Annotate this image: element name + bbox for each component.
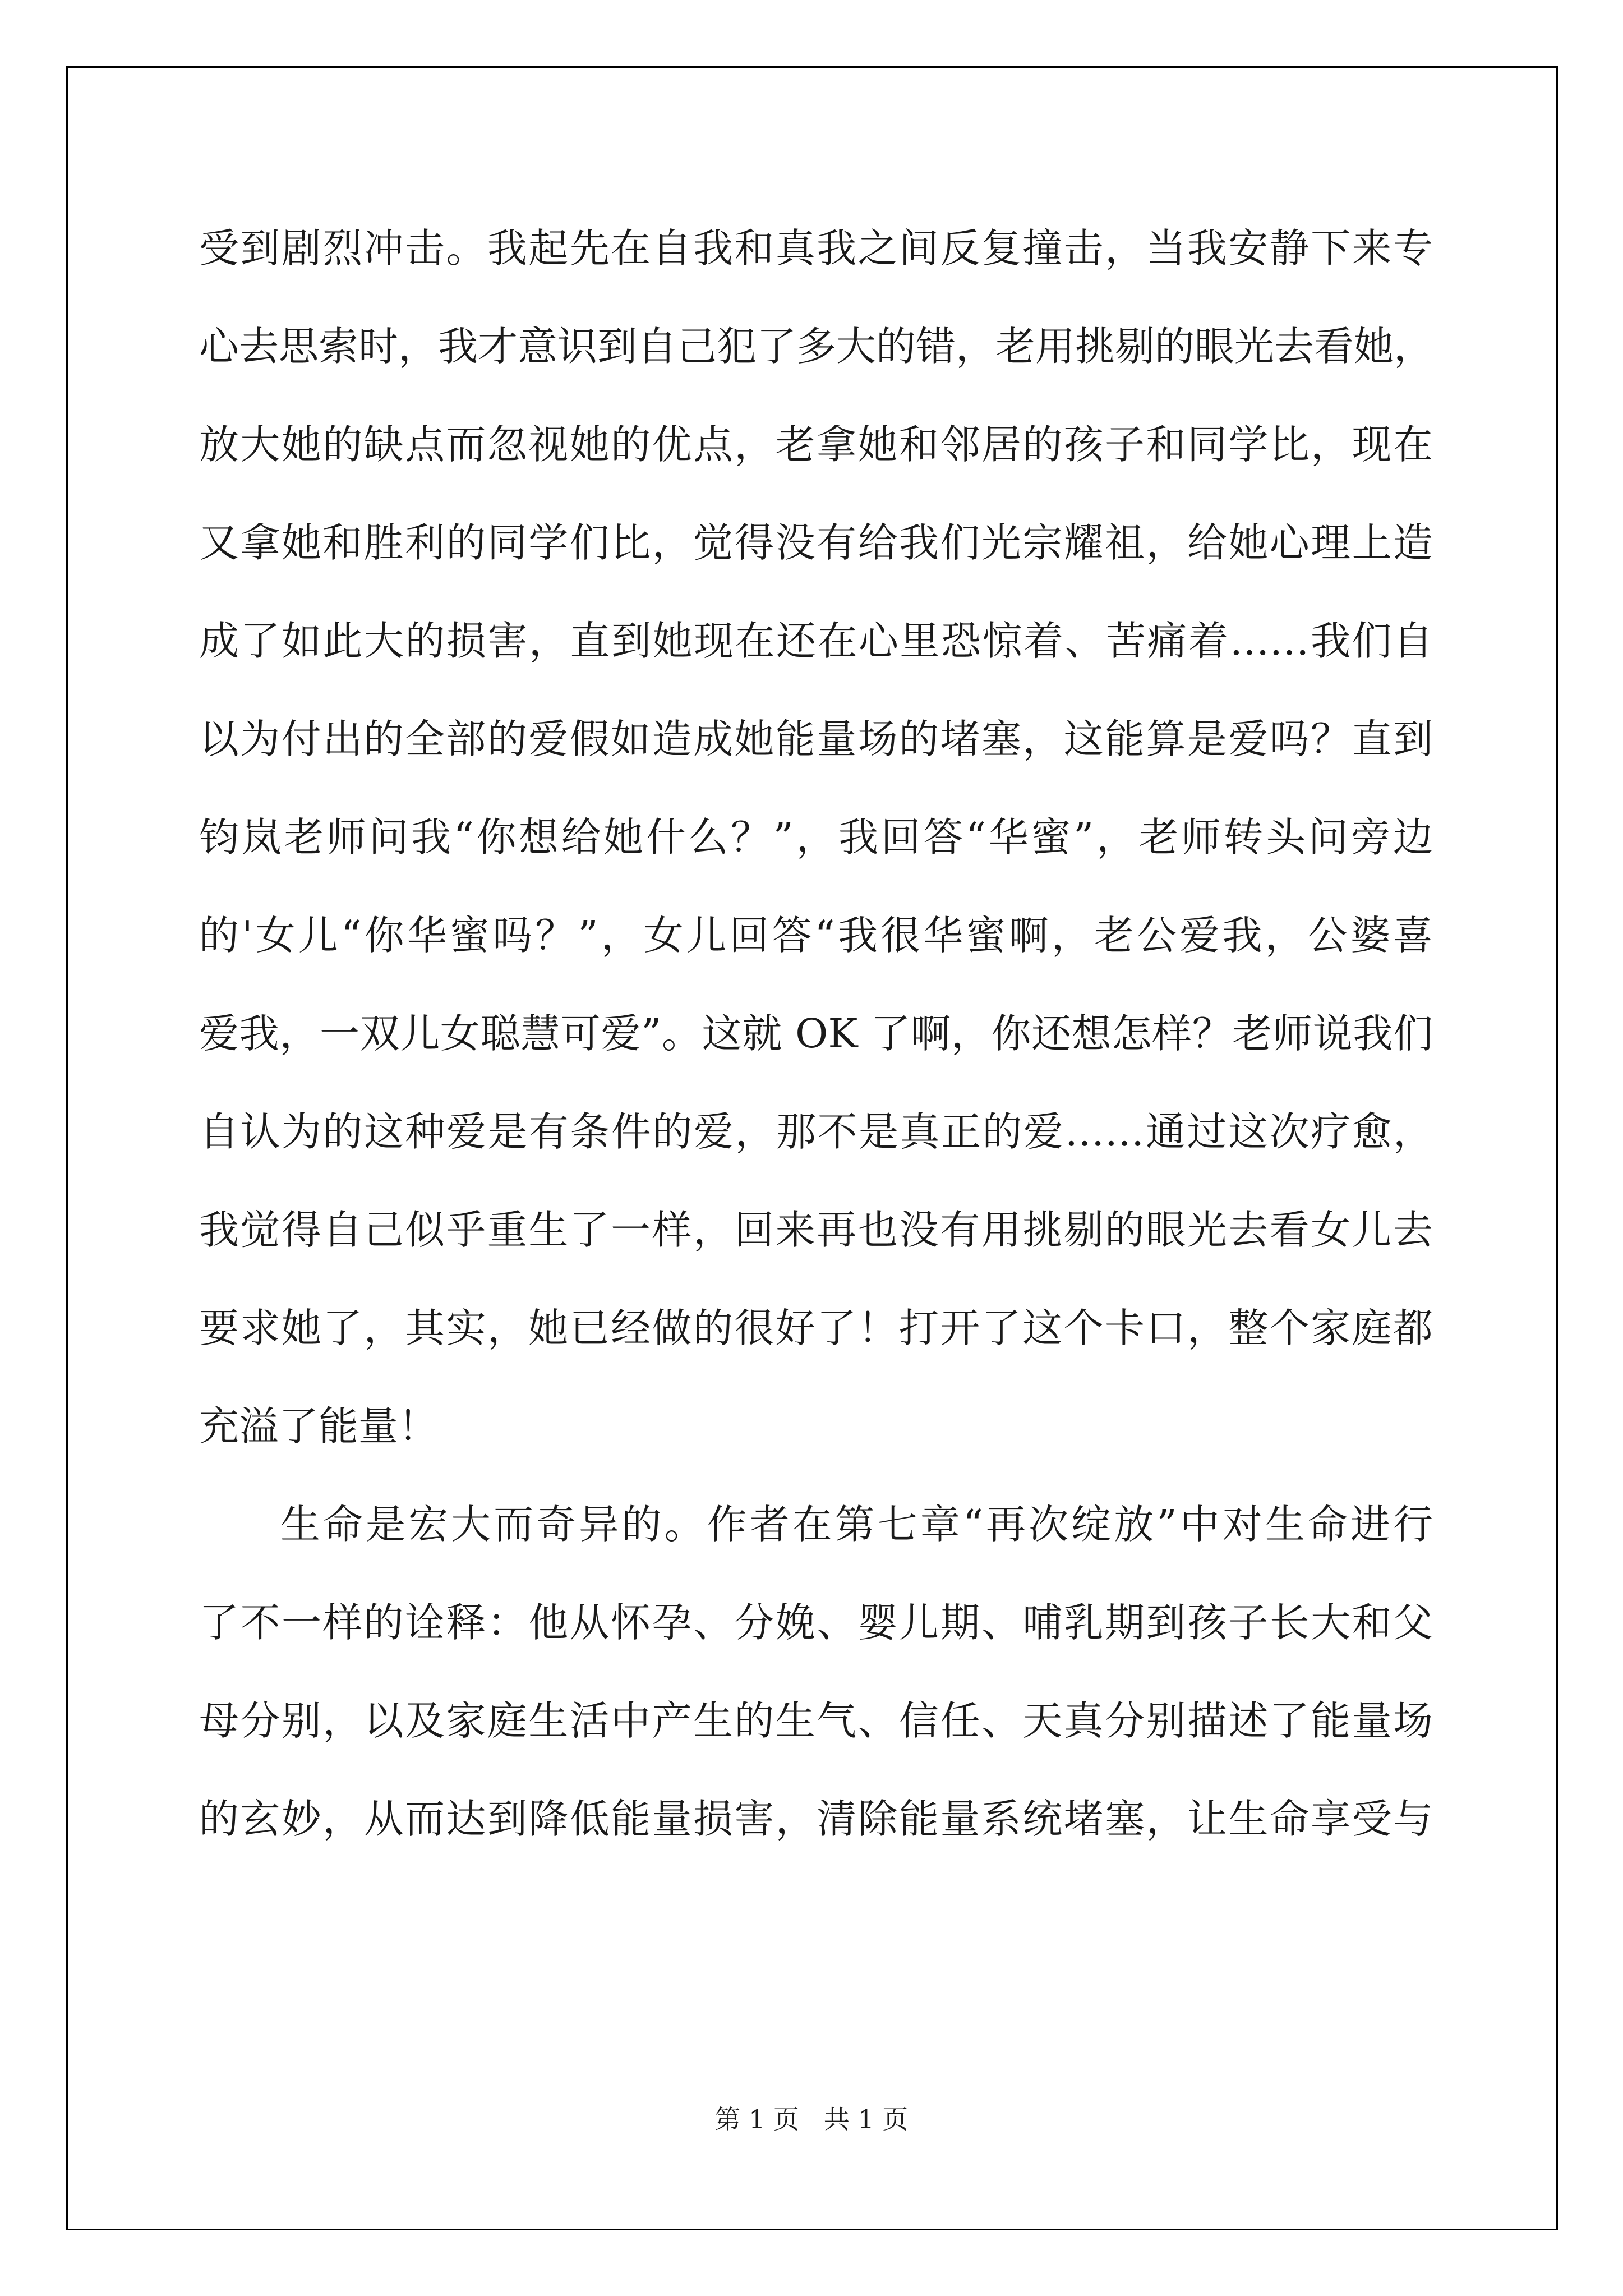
text-line: 了不一样的诠释：他从怀孕、分娩、婴儿期、哺乳期到孩子长大和父 <box>199 1599 1433 1646</box>
text-line: 以为付出的全部的爱假如造成她能量场的堵塞，这能算是爱吗？直到 <box>199 716 1433 762</box>
text-line: 受到剧烈冲击。我起先在自我和真我之间反复撞击，当我安静下来专 <box>199 225 1433 272</box>
text-line: 爱我，一双儿女聪慧可爱”。这就 OK 了啊，你还想怎样？老师说我们 <box>199 1010 1433 1057</box>
text-line: 的'女儿“你华蜜吗？”，女儿回答“我很华蜜啊，老公爱我，公婆喜 <box>199 912 1433 959</box>
text-line: 要求她了，其实，她已经做的很好了！打开了这个卡口，整个家庭都 <box>199 1305 1433 1351</box>
text-line: 放大她的缺点而忽视她的优点，老拿她和邻居的孩子和同学比，现在 <box>199 421 1433 468</box>
text-line: 钧岚老师问我“你想给她什么？”，我回答“华蜜”，老师转头问旁边 <box>199 814 1433 861</box>
text-line: 又拿她和胜利的同学们比，觉得没有给我们光宗耀祖，给她心理上造 <box>199 519 1433 566</box>
text-line: 心去思索时，我才意识到自己犯了多大的错，老用挑剔的眼光去看她， <box>199 323 1434 370</box>
text-line: 成了如此大的损害，直到她现在还在心里恐惊着、苦痛着……我们自 <box>199 618 1433 664</box>
text-line-paragraph-start: 生命是宏大而奇异的。作者在第七章“再次绽放”中对生命进行 <box>280 1501 1433 1548</box>
text-line: 母分别，以及家庭生活中产生的生气、信任、天真分别描述了能量场 <box>199 1697 1433 1744</box>
text-line-paragraph-end: 充溢了能量！ <box>199 1403 439 1450</box>
text-line: 我觉得自己似乎重生了一样，回来再也没有用挑剔的眼光去看女儿去 <box>199 1207 1433 1253</box>
page-number-footer: 第 1 页 共 1 页 <box>714 2104 909 2134</box>
text-line: 自认为的这种爱是有条件的爱，那不是真正的爱……通过这次疗愈， <box>199 1108 1433 1155</box>
text-line: 的玄妙，从而达到降低能量损害，清除能量系统堵塞，让生命享受与 <box>199 1796 1433 1842</box>
body-text <box>199 220 1433 1889</box>
